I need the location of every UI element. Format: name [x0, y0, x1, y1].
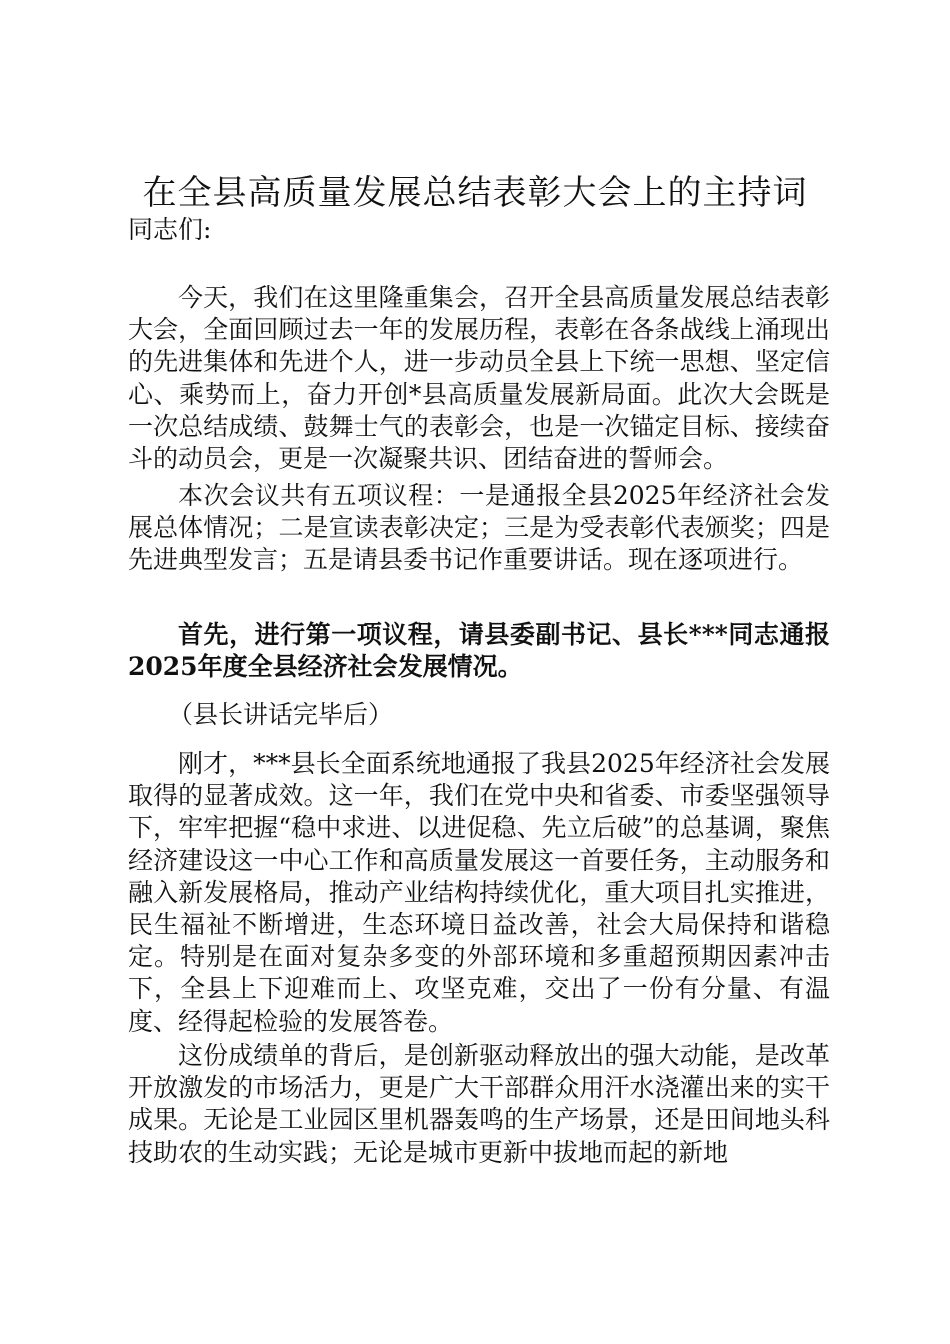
- document-title: 在全县高质量发展总结表彰大会上的主持词: [142, 173, 808, 213]
- paragraph-review: 刚才，***县长全面系统地通报了我县2025年经济社会发展取得的显著成效。这一年，我们在党中央和省委、市委坚强领导下，牢牢把握“稳中求进、以进促稳、先立后破”的总基调，聚焦经济建设这一中心工作和高质量发展这一首要任务，主动服务和融入新发展格局，推动产业结构持续优化，重大项目扎实推进，民生福祉不断增进，生态环境日益改善，社会大局保持和谐稳定。特别是在面对复杂多变的外部环境和多重超预期因素冲击下，全县上下迎难而上、攻坚克难，交出了一份有分量、有温度、经得起检验的发展答卷。: [128, 749, 830, 1036]
- paragraph-stage-note: （县长讲话完毕后）: [168, 700, 394, 729]
- paragraph-agenda: 本次会议共有五项议程：一是通报全县2025年经济社会发展总体情况；二是宣读表彰决定；三是为受表彰代表颁奖；四是先进典型发言；五是请县委书记作重要讲话。现在逐项进行。: [128, 481, 830, 575]
- paragraph-achievements: 这份成绩单的背后，是创新驱动释放出的强大动能，是改革开放激发的市场活力，更是广大干部群众用汗水浇灌出来的实干成果。无论是工业园区里机器轰鸣的生产场景，还是田间地头科技助农的生动实践；无论是城市更新中拔地而起的新地: [128, 1041, 830, 1167]
- paragraph-opening: 今天，我们在这里隆重集会，召开全县高质量发展总结表彰大会，全面回顾过去一年的发展历程，表彰在各条战线上涌现出的先进集体和先进个人，进一步动员全县上下统一思想、坚定信心、乘势而上，奋力开创*县高质量发展新局面。此次大会既是一次总结成绩、鼓舞士气的表彰会，也是一次锚定目标、接续奋斗的动员会，更是一次凝聚共识、团结奋进的誓师会。: [128, 283, 830, 474]
- paragraph-first-item: 首先，进行第一项议程，请县委副书记、县长***同志通报2025年度全县经济社会发展情况。: [128, 620, 830, 682]
- salutation: 同志们:: [128, 215, 212, 244]
